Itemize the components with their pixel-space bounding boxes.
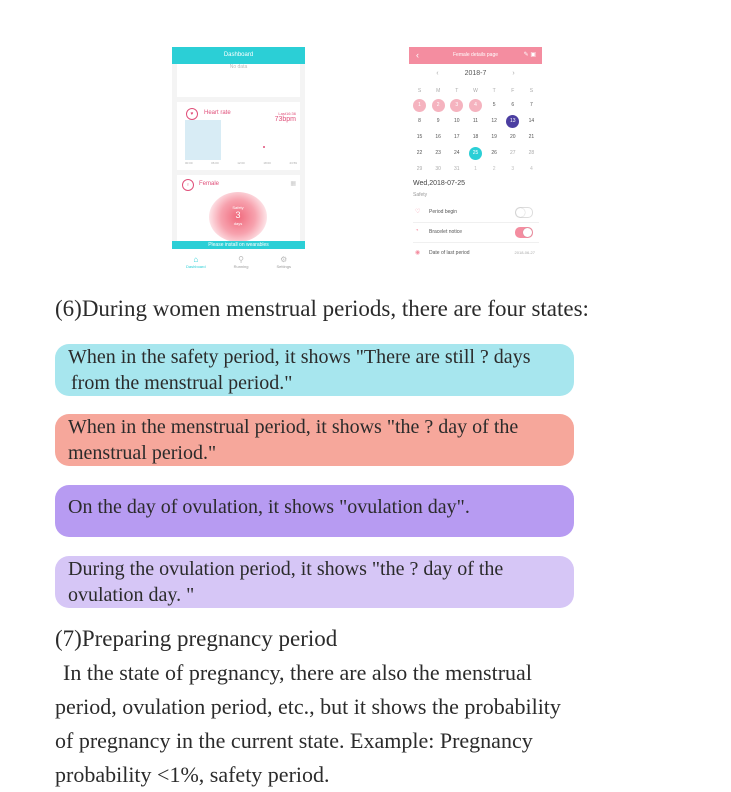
- install-notice[interactable]: Please install on wearables: [172, 241, 305, 249]
- tab-running[interactable]: [234, 249, 249, 277]
- weekday-label: S: [417, 87, 422, 94]
- section6-heading: (6)During women menstrual periods, there are four states:: [55, 296, 589, 321]
- calendar-day[interactable]: 11: [472, 117, 479, 124]
- last-period-option[interactable]: [413, 243, 539, 263]
- calendar-day[interactable]: 22: [416, 149, 423, 156]
- calendar-day[interactable]: 10: [454, 117, 460, 124]
- paragraph-line: period, ovulation period, etc., but it shows the probability: [55, 694, 561, 719]
- section7-paragraph: [55, 656, 679, 792]
- tab-settings-label: Settings: [276, 264, 291, 269]
- calendar-day[interactable]: 31: [454, 165, 460, 172]
- time-label: 18:00: [263, 161, 271, 165]
- gear-icon: ⚙: [280, 255, 288, 264]
- calendar-day[interactable]: 18: [472, 133, 479, 140]
- heart-rate-value: 73bpm: [274, 116, 296, 123]
- calendar-day[interactable]: 28: [528, 149, 535, 156]
- time-axis: [185, 161, 297, 165]
- calendar-day[interactable]: 2: [432, 99, 445, 112]
- time-label: 00:00: [185, 161, 193, 165]
- state-line: from the menstrual period.": [71, 372, 293, 394]
- state-line: When in the safety period, it shows "There are still ? days: [68, 346, 531, 368]
- calendar-day[interactable]: 3: [450, 99, 463, 112]
- bell-icon: ◔: [415, 228, 419, 234]
- circle-number: 3: [235, 210, 241, 220]
- prev-month-icon[interactable]: ‹: [436, 70, 439, 77]
- heart-rate-label: Heart rate: [204, 110, 231, 116]
- weekday-label: T: [492, 87, 496, 94]
- calendar-grid: [413, 85, 538, 177]
- paragraph-line: In the state of pregnancy, there are also the menstrual: [63, 660, 532, 685]
- heart-icon: ♡: [415, 209, 421, 215]
- calendar-day[interactable]: 7: [530, 101, 533, 108]
- month-label: 2018-7: [464, 70, 487, 77]
- calendar-day[interactable]: 27: [510, 149, 516, 156]
- week-row: [413, 129, 538, 145]
- calendar-day[interactable]: 12: [491, 117, 497, 124]
- heart-rate-point: [263, 146, 265, 148]
- heart-rate-chart-area: [185, 120, 221, 160]
- female-label: Female: [199, 181, 220, 187]
- heart-rate-readout: [275, 111, 296, 123]
- calendar-day[interactable]: 8: [418, 117, 421, 124]
- time-label: 12:00: [237, 161, 245, 165]
- calendar-day[interactable]: 21: [528, 133, 535, 140]
- state-line: During the ovulation period, it shows "the ? day of the: [68, 558, 504, 580]
- section7-heading: (7)Preparing pregnancy period: [55, 626, 338, 651]
- calendar-day[interactable]: 17: [454, 133, 460, 140]
- top-card: [177, 64, 300, 97]
- calendar-day[interactable]: 14: [528, 117, 535, 124]
- state-box-ovulation-day: [55, 485, 574, 537]
- selected-date: Wed,2018-07-25: [413, 180, 466, 187]
- paragraph-line: of pregnancy in the current state. Example: Pregnancy: [55, 728, 533, 753]
- heart-rate-card[interactable]: [177, 102, 300, 170]
- weekday-label: T: [455, 87, 459, 94]
- calendar-day-next-month[interactable]: 3: [511, 165, 515, 172]
- weekday-label: M: [436, 87, 441, 94]
- calendar-screenshot: [409, 47, 542, 264]
- dashboard-screenshot: [172, 47, 305, 277]
- heart-rate-icon: ♥: [186, 108, 198, 120]
- period-begin-option: [413, 202, 539, 223]
- month-selector: [409, 70, 542, 77]
- calendar-day-next-month[interactable]: 4: [530, 165, 533, 172]
- calendar-day[interactable]: 24: [454, 149, 460, 156]
- calendar-day[interactable]: 16: [435, 133, 441, 140]
- calendar-title: Female details page: [452, 52, 499, 58]
- calendar-day[interactable]: 9: [436, 117, 440, 124]
- state-line: ovulation day. ": [68, 584, 195, 606]
- calendar-day-next-month[interactable]: 1: [474, 165, 477, 172]
- period-circle: [209, 192, 267, 242]
- tab-settings[interactable]: [277, 249, 291, 277]
- option-label: Date of last period: [429, 250, 470, 256]
- calendar-day[interactable]: 30: [435, 165, 441, 172]
- female-card[interactable]: [177, 175, 300, 241]
- week-row: [413, 161, 538, 177]
- circle-caption: days: [233, 221, 243, 226]
- option-label: Bracelet notice: [429, 229, 463, 235]
- calendar-day[interactable]: 19: [491, 133, 497, 140]
- option-label: Period begin: [429, 209, 458, 215]
- next-month-icon[interactable]: ›: [512, 70, 515, 77]
- calendar-day[interactable]: 5: [492, 101, 496, 108]
- weekday-label: F: [511, 87, 515, 94]
- state-box-menstrual: [55, 414, 574, 466]
- weekday-label: S: [529, 87, 534, 94]
- week-row: [413, 97, 538, 113]
- state-box-ovulation-period: [55, 556, 574, 608]
- calendar-day[interactable]: 1: [413, 99, 426, 112]
- state-box-safety: [55, 344, 574, 396]
- calendar-day[interactable]: 23: [435, 149, 441, 156]
- calendar-day[interactable]: 6: [511, 101, 515, 108]
- calendar-day[interactable]: 20: [510, 133, 516, 140]
- week-row: [413, 145, 538, 161]
- bracelet-notice-option: [413, 222, 539, 243]
- shoe-icon: ⚲: [238, 255, 244, 264]
- circle-state: Safety: [232, 205, 244, 210]
- tab-running-label: Running: [233, 264, 249, 269]
- back-arrow-icon[interactable]: ‹: [416, 50, 419, 60]
- tab-dashboard[interactable]: [186, 249, 206, 277]
- top-card-text: No data: [229, 64, 248, 70]
- calendar-day[interactable]: 29: [416, 165, 423, 172]
- edit-share-icons[interactable]: ✎ ▣: [523, 52, 536, 58]
- state-line: On the day of ovulation, it shows "ovulation day".: [68, 496, 470, 518]
- cycle-state: Safety: [413, 192, 428, 198]
- state-line: menstrual period.": [68, 442, 217, 464]
- weekday-label: W: [473, 87, 478, 94]
- time-label: 23:59: [289, 161, 297, 165]
- bracelet-notice-toggle[interactable]: [515, 227, 533, 238]
- calendar-header: [409, 47, 542, 64]
- last-period-value: 2018-06-27: [514, 250, 535, 255]
- calendar-day-next-month[interactable]: 2: [492, 165, 496, 172]
- calendar-day-ovulation[interactable]: 13: [506, 115, 519, 128]
- tab-dashboard-label: Dashboard: [186, 264, 206, 269]
- calendar-day[interactable]: 26: [491, 149, 497, 156]
- calendar-day-selected[interactable]: 25: [469, 147, 482, 160]
- paragraph-line: probability <1%, safety period.: [55, 762, 330, 787]
- calendar-day[interactable]: 4: [469, 99, 482, 112]
- period-begin-toggle[interactable]: [515, 207, 533, 218]
- heart-rate-last: Last16:36: [278, 111, 296, 116]
- home-icon: ⌂: [193, 255, 199, 264]
- calendar-icon[interactable]: ▦: [290, 181, 296, 187]
- weekday-row: [413, 85, 538, 97]
- time-label: 06:00: [211, 161, 219, 165]
- female-icon: ♀: [182, 179, 194, 191]
- week-row: [413, 113, 538, 129]
- calendar-day[interactable]: 15: [416, 133, 423, 140]
- calendar-icon: ◉: [415, 250, 421, 256]
- state-line: When in the menstrual period, it shows "the ? day of the: [68, 416, 519, 438]
- tab-bar: [172, 249, 305, 277]
- dashboard-title: Dashboard: [172, 47, 305, 64]
